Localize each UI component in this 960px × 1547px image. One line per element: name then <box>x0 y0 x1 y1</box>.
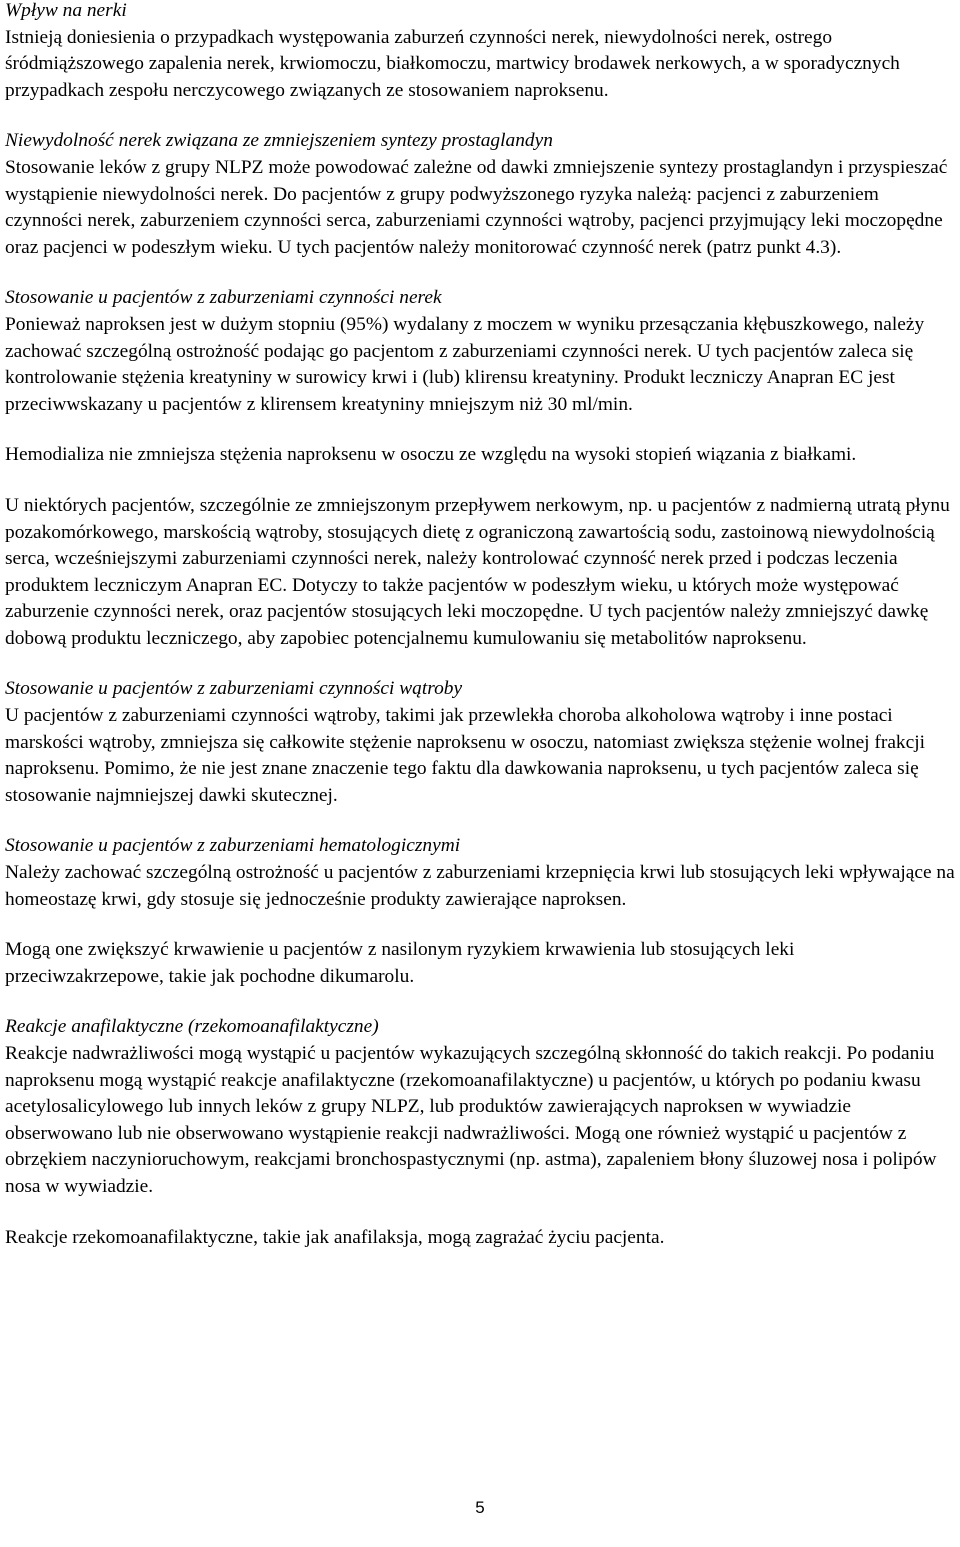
section-heading: Wpływ na nerki <box>5 0 127 21</box>
section-hematologic-disorders-use <box>5 833 955 990</box>
paragraph: Mogą one zwiększyć krwawienie u pacjentów z nasilonym ryzykiem krwawienia lub stosujących leki przeciwzakrzepowe, takie jak pochodne dikumarolu. <box>5 939 795 987</box>
paragraph: Hemodializa nie zmniejsza stężenia naproksenu w osoczu ze względu na wysoki stopień wiązania z białkami. <box>5 444 857 466</box>
section-kidney-effects <box>5 0 955 104</box>
section-heading: Reakcje anafilaktyczne (rzekomoanafilaktyczne) <box>5 1016 379 1038</box>
paragraph: Istnieją doniesienia o przypadkach występowania zaburzeń czynności nerek, niewydolności nerek, ostrego śródmiąższowego zapalenia nerek, krwiomoczu, białkomoczu, martwicy brodawek nerkowych, a w sporadycznych przypadkach zespołu nerczycowego związanych ze stosowaniem naproksenu. <box>5 26 900 101</box>
paragraph: U niektórych pacjentów, szczególnie ze zmniejszonym przepływem nerkowym, np. u pacjentów z nadmierną utratą płynu pozakomórkowego, marskością wątroby, stosujących dietę z ograniczoną zawartością sodu, zastoinową niewydolnością serca, wcześniejszymi zaburzeniami czynności nerek, należy kontrolować czynność nerek przed i podczas leczenia produktem leczniczym Anapran EC. Dotyczy to także pacjentów w podeszłym wieku, u których może występować zaburzenie czynności nerek, oraz pacjentów stosujących leki moczopędne. U tych pacjentów należy zmniejszyć dawkę dobową produktu leczniczego, aby zapobiec potencjalnemu kumulowaniu się metabolitów naproksenu. <box>5 494 950 649</box>
paragraph: Stosowanie leków z grupy NLPZ może powodować zależne od dawki zmniejszenie syntezy prostaglandyn i przyspieszać wystąpienie niewydolności nerek. Do pacjentów z grupy podwyższonego ryzyka należą: pacjenci z zaburzeniem czynności nerek, zaburzeniem czynności serca, zaburzeniami czynności wątroby, pacjenci przyjmujący leki moczopędne oraz pacjenci w podeszłym wieku. U tych pacjentów należy monitorować czynność nerek (patrz punkt 4.3). <box>5 156 948 258</box>
section-heading: Stosowanie u pacjentów z zaburzeniami hematologicznymi <box>5 835 461 857</box>
page-number: 5 <box>475 1498 485 1517</box>
section-anaphylactic-reactions <box>5 1014 955 1251</box>
paragraph: U pacjentów z zaburzeniami czynności wątroby, takimi jak przewlekła choroba alkoholowa wątroby i inne postaci marskości wątroby, zmniejsza się całkowite stężenie naproksenu w osoczu, natomiast zwiększa stężenie wolnej frakcji naproksenu. Pomimo, że nie jest znane znaczenie tego faktu dla dawkowania naproksenu, u tych pacjentów zaleca się stosowanie najmniejszej dawki skutecznej. <box>5 705 926 806</box>
paragraph: Ponieważ naproksen jest w dużym stopniu (95%) wydalany z moczem w wyniku przesączania kłębuszkowego, należy zachować szczególną ostrożność podając go pacjentom z zaburzeniami czynności nerek. U tych pacjentów zaleca się kontrolowanie stężenia kreatyniny w surowicy krwi i (lub) klirensu kreatyniny. Produkt leczniczy Anapran EC jest przeciwwskazany u pacjentów z klirensem kreatyniny mniejszym niż 30 ml/min. <box>5 313 925 415</box>
section-renal-failure-prostaglandins <box>5 128 955 261</box>
paragraph: Reakcje rzekomoanafilaktyczne, takie jak anafilaksja, mogą zagrażać życiu pacjenta. <box>5 1226 665 1248</box>
document-page <box>5 0 955 1251</box>
section-heading: Stosowanie u pacjentów z zaburzeniami czynności nerek <box>5 287 442 309</box>
section-renal-impairment-use <box>5 285 955 652</box>
section-hepatic-impairment-use <box>5 676 955 809</box>
section-heading: Niewydolność nerek związana ze zmniejszeniem syntezy prostaglandyn <box>5 130 553 152</box>
paragraph: Reakcje nadwrażliwości mogą wystąpić u pacjentów wykazujących szczególną skłonność do takich reakcji. Po podaniu naproksenu mogą wystąpić reakcje anafilaktyczne (rzekomoanafilaktyczne) u pacjentów, u których po podaniu kwasu acetylosalicylowego lub innych leków z grupy NLPZ, lub produktów zawierających naproksen w wywiadzie obserwowano lub nie obserwowano wystąpienie reakcji nadwrażliwości. Mogą one również wystąpić u pacjentów z obrzękiem naczynioruchowym, reakcjami bronchospastycznymi (np. astma), zapaleniem błony śluzowej nosa i polipów nosa w wywiadzie. <box>5 1043 937 1197</box>
paragraph: Należy zachować szczególną ostrożność u pacjentów z zaburzeniami krzepnięcia krwi lub stosujących leki wpływające na homeostazę krwi, gdy stosuje się jednocześnie produkty zawierające naproksen. <box>5 862 955 910</box>
section-heading: Stosowanie u pacjentów z zaburzeniami czynności wątroby <box>5 678 463 700</box>
